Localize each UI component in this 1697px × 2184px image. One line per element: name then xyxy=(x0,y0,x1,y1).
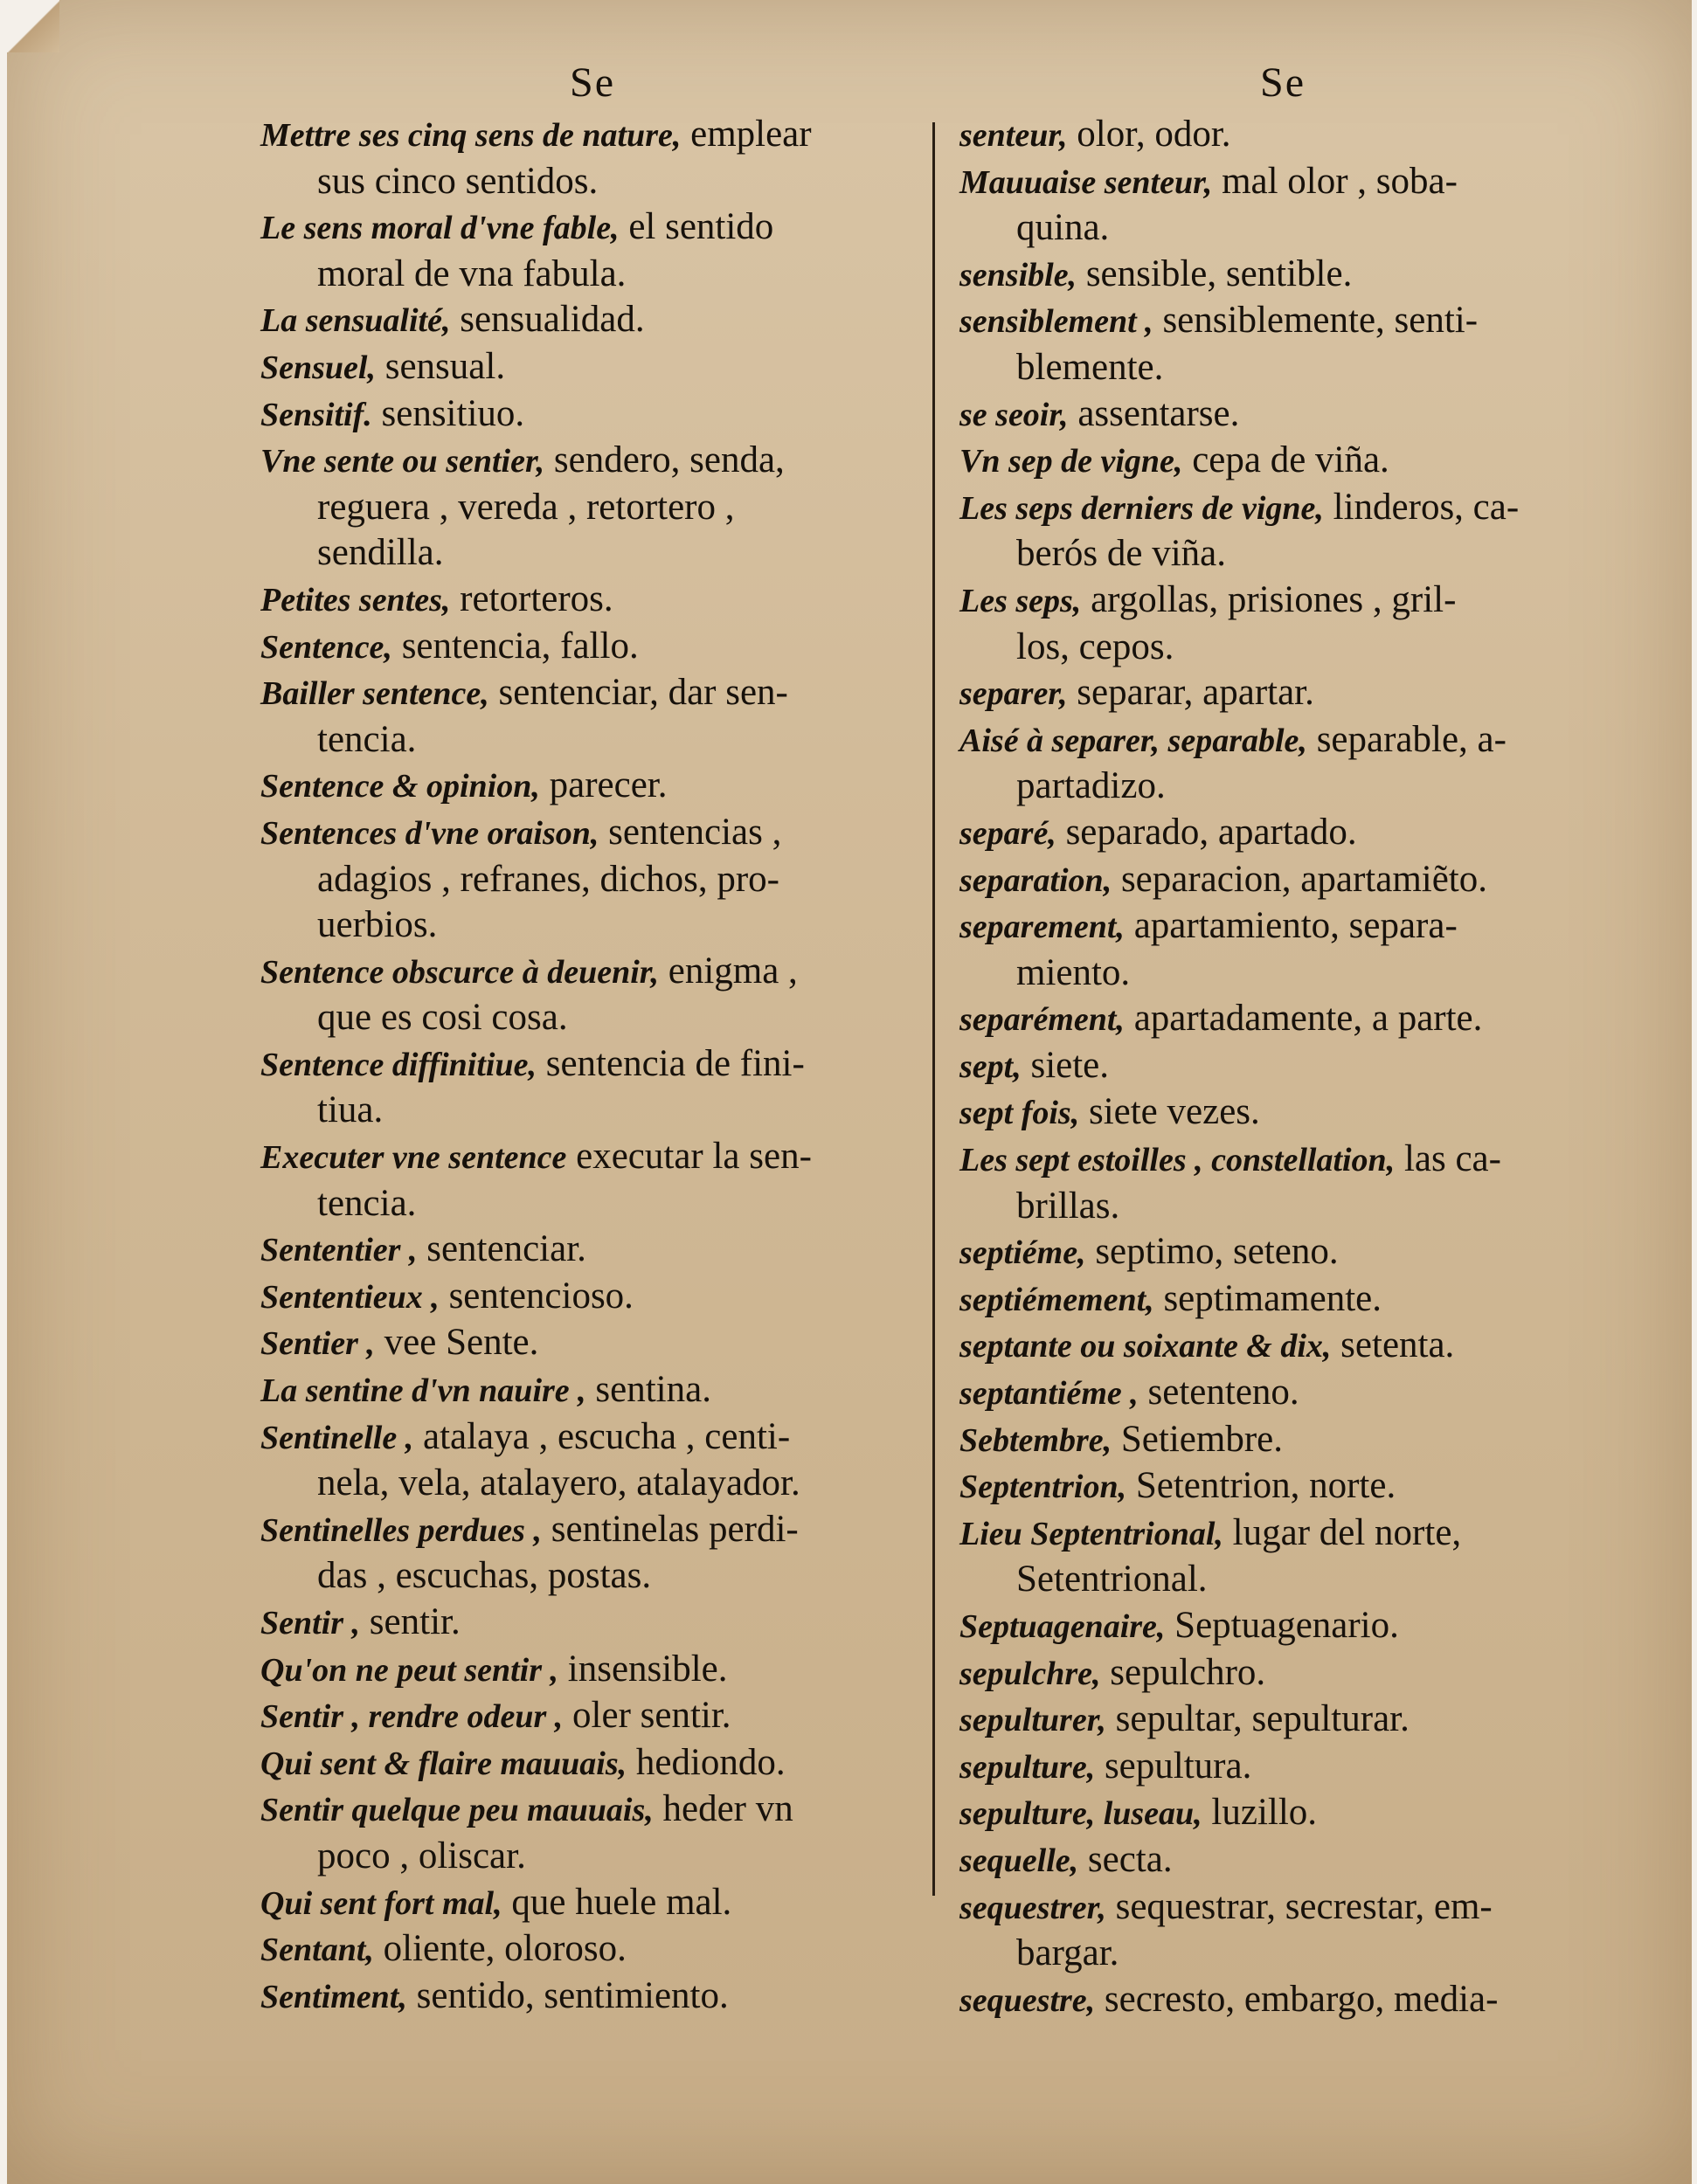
entry-headword: Les sept estoilles , constellation, xyxy=(959,1142,1396,1179)
entry-continuation: sendilla. xyxy=(317,532,444,574)
entry-headword: Sentir , rendre odeur , xyxy=(260,1698,564,1736)
entry-headword: Sententier , xyxy=(260,1232,418,1269)
entry-headword: Sentier , xyxy=(260,1325,375,1363)
dictionary-entry xyxy=(260,1134,925,1227)
entry-translation: Septuagenario. xyxy=(1165,1605,1399,1646)
left-entries xyxy=(260,112,925,2020)
entry-continuation: tiua. xyxy=(317,1089,384,1131)
dictionary-entry xyxy=(260,112,925,204)
entry-translation: mal olor , soba- xyxy=(1212,160,1458,202)
entry-headword: Sentence diffinitiue, xyxy=(260,1046,537,1083)
entry-headword: Qu'on ne peut sentir , xyxy=(260,1651,559,1689)
entry-translation: separado, apartado. xyxy=(1056,811,1357,853)
entry-translation: linderos, ca- xyxy=(1323,486,1520,528)
dictionary-entry xyxy=(260,763,925,810)
entry-headword: Sensuel, xyxy=(260,349,376,386)
entry-translation: septimo, seteno. xyxy=(1085,1231,1339,1273)
entry-headword: sequelle, xyxy=(959,1842,1079,1879)
dictionary-entry xyxy=(959,159,1606,252)
entry-headword: Petites sentes, xyxy=(260,581,451,619)
entry-translation: septimamente. xyxy=(1153,1277,1382,1319)
dictionary-entry xyxy=(959,112,1606,159)
entry-continuation: miento. xyxy=(1016,951,1131,993)
dictionary-entry xyxy=(260,810,925,949)
dictionary-entry xyxy=(260,1926,925,1973)
dictionary-entry xyxy=(959,1744,1606,1791)
entry-translation: sensualidad. xyxy=(450,299,645,341)
dictionary-entry xyxy=(260,1367,925,1414)
entry-translation: secta. xyxy=(1078,1838,1173,1880)
entry-headword: Lieu Septentrional, xyxy=(959,1515,1223,1552)
entry-translation: Setentrion, norte. xyxy=(1126,1465,1396,1507)
entry-translation: emplear xyxy=(681,114,812,155)
dictionary-entry xyxy=(260,297,925,344)
entry-continuation: adagios , refranes, dichos, pro- xyxy=(317,858,779,900)
entry-translation: sepultar, sepulturar. xyxy=(1105,1698,1410,1740)
dictionary-entry xyxy=(260,1880,925,1927)
dictionary-entry xyxy=(959,1089,1606,1137)
dictionary-entry xyxy=(959,1229,1606,1276)
entry-translation: atalaya , escucha , centi- xyxy=(413,1415,791,1457)
dictionary-entry xyxy=(959,1603,1606,1650)
dictionary-entry xyxy=(260,1414,925,1507)
entry-continuation: brillas. xyxy=(1016,1185,1120,1227)
entry-headword: Le sens moral d'vne fable, xyxy=(260,210,620,247)
entry-continuation: quina. xyxy=(1016,207,1110,249)
column-divider xyxy=(932,122,935,1896)
entry-headword: sepulturer, xyxy=(959,1702,1106,1739)
entry-headword: separer, xyxy=(959,675,1068,713)
dictionary-entry xyxy=(260,1693,925,1740)
dictionary-entry xyxy=(260,391,925,439)
entry-continuation: moral de vna fabula. xyxy=(317,252,627,294)
dictionary-entry xyxy=(260,670,925,763)
entry-headword: Sentence obscurce à deuenir, xyxy=(260,953,659,991)
dictionary-entry xyxy=(260,1507,925,1600)
entry-headword: septante ou soixante & dix, xyxy=(959,1328,1332,1365)
entry-headword: sept, xyxy=(959,1047,1022,1085)
entry-translation: sensual. xyxy=(375,345,506,387)
entry-headword: Les seps, xyxy=(959,582,1082,619)
entry-continuation: que es cosi cosa. xyxy=(317,997,568,1039)
right-column xyxy=(959,52,1606,2023)
dictionary-entry xyxy=(959,1650,1606,1697)
dictionary-entry xyxy=(959,252,1606,299)
entry-headword: Sentinelle , xyxy=(260,1419,414,1456)
dictionary-entry xyxy=(959,1837,1606,1884)
entry-translation: retorteros. xyxy=(450,577,613,619)
entry-translation: sentina. xyxy=(585,1369,711,1411)
entry-translation: sensiblemente, senti- xyxy=(1153,300,1479,342)
entry-headword: Vn sep de vigne, xyxy=(959,443,1183,480)
entry-translation: sepultura. xyxy=(1095,1745,1252,1787)
entry-headword: septiémement, xyxy=(959,1281,1154,1318)
entry-headword: Septentrion, xyxy=(959,1469,1127,1506)
entry-translation: que huele mal. xyxy=(502,1881,732,1923)
entry-headword: separément, xyxy=(959,1001,1125,1039)
entry-headword: sepulture, luseau, xyxy=(959,1795,1202,1833)
left-column-header: Se xyxy=(570,59,615,106)
dictionary-entry xyxy=(260,344,925,391)
dictionary-entry xyxy=(260,1600,925,1647)
dictionary-entry xyxy=(959,1977,1606,2024)
entry-translation: sentencioso. xyxy=(439,1275,634,1317)
entry-translation: hediondo. xyxy=(627,1741,786,1783)
dictionary-entry xyxy=(959,1463,1606,1510)
entry-translation: sentenciar, dar sen- xyxy=(488,672,788,714)
dictionary-entry xyxy=(959,1043,1606,1090)
entry-translation: sentencias , xyxy=(599,811,782,853)
entry-headword: sept fois, xyxy=(959,1095,1080,1132)
entry-headword: Mauuaise senteur, xyxy=(959,163,1213,201)
dictionary-entry xyxy=(959,298,1606,390)
dictionary-entry xyxy=(959,577,1606,670)
entry-headword: septiéme, xyxy=(959,1234,1086,1272)
entry-translation: lugar del norte, xyxy=(1223,1511,1462,1553)
entry-translation: el sentido xyxy=(619,206,774,248)
dictionary-entry xyxy=(260,949,925,1041)
entry-headword: separé, xyxy=(959,814,1056,852)
dictionary-entry xyxy=(959,485,1606,577)
entry-headword: Sentiment, xyxy=(260,1978,407,2015)
dictionary-entry xyxy=(260,1740,925,1787)
entry-translation: oliente, oloroso. xyxy=(373,1928,627,1970)
entry-translation: separar, apartar. xyxy=(1067,672,1314,714)
entry-continuation: uerbios. xyxy=(317,904,438,946)
entry-translation: setenteno. xyxy=(1138,1372,1299,1413)
entry-headword: senteur, xyxy=(959,117,1068,154)
entry-translation: separable, a- xyxy=(1306,718,1507,760)
dictionary-entry xyxy=(959,857,1606,904)
dictionary-entry xyxy=(260,1227,925,1274)
entry-headword: Qui sent fort mal, xyxy=(260,1884,502,1922)
entry-translation: secresto, embargo, media- xyxy=(1095,1978,1499,2020)
right-entries xyxy=(959,112,1606,2023)
entry-translation: sendero, senda, xyxy=(544,439,785,481)
entry-headword: separation, xyxy=(959,861,1112,899)
dictionary-entry xyxy=(260,577,925,624)
entry-headword: Sententieux , xyxy=(260,1278,440,1316)
entry-headword: se seoir, xyxy=(959,396,1069,433)
entry-translation: sentinelas perdi- xyxy=(541,1508,799,1550)
entry-continuation: los, cepos. xyxy=(1016,625,1174,667)
dictionary-entry xyxy=(260,1041,925,1134)
right-column-header: Se xyxy=(1260,59,1306,106)
entry-translation: insensible. xyxy=(558,1648,728,1690)
entry-headword: septantiéme , xyxy=(959,1375,1139,1413)
entry-headword: La sentine d'vn nauire , xyxy=(260,1372,586,1410)
entry-translation: las ca- xyxy=(1395,1138,1501,1180)
entry-translation: sentir. xyxy=(360,1601,461,1642)
entry-continuation: nela, vela, atalayero, atalayador. xyxy=(317,1462,800,1504)
entry-translation: cepa de viña. xyxy=(1182,439,1389,481)
entry-headword: Sentence, xyxy=(260,628,392,666)
entry-translation: setenta. xyxy=(1331,1324,1455,1366)
entry-translation: sentido, sentimiento. xyxy=(406,1974,729,2016)
dictionary-entry xyxy=(959,670,1606,717)
dictionary-entry xyxy=(959,1510,1606,1603)
entry-headword: sequestre, xyxy=(959,1981,1096,2019)
entry-translation: heder vn xyxy=(653,1788,793,1830)
dictionary-entry xyxy=(959,1417,1606,1464)
book-page xyxy=(7,0,1692,2184)
entry-continuation: partadizo. xyxy=(1016,765,1166,807)
entry-translation: enigma , xyxy=(658,950,798,992)
entry-translation: sepulchro. xyxy=(1100,1651,1266,1693)
entry-translation: apartadamente, a parte. xyxy=(1124,998,1483,1040)
dictionary-entry xyxy=(959,810,1606,857)
entry-continuation: Setentrional. xyxy=(1016,1559,1208,1600)
entry-headword: separement, xyxy=(959,909,1125,946)
dictionary-entry xyxy=(260,1647,925,1694)
entry-headword: Sentant, xyxy=(260,1932,374,1969)
entry-continuation: blemente. xyxy=(1016,346,1164,388)
entry-headword: sepulture, xyxy=(959,1748,1096,1786)
dictionary-entry xyxy=(959,717,1606,810)
dictionary-entry xyxy=(959,438,1606,485)
entry-continuation: tencia. xyxy=(317,718,417,760)
dictionary-entry xyxy=(260,1274,925,1321)
entry-headword: sepulchre, xyxy=(959,1655,1101,1692)
entry-translation: sensitiuo. xyxy=(371,392,525,434)
entry-continuation: bargar. xyxy=(1016,1932,1119,1974)
entry-headword: Aisé à separer, separable, xyxy=(959,722,1307,759)
entry-continuation: reguera , vereda , retortero , xyxy=(317,486,735,528)
dictionary-entry xyxy=(959,1884,1606,1977)
left-column xyxy=(260,52,925,2020)
entry-headword: Sentinelles perdues , xyxy=(260,1511,542,1549)
entry-translation: parecer. xyxy=(539,764,668,806)
entry-translation: separacion, apartamiẽto. xyxy=(1112,858,1487,900)
entry-translation: sensible, sentible. xyxy=(1077,252,1353,294)
entry-translation: vee Sente. xyxy=(374,1322,539,1364)
dictionary-entry xyxy=(260,1973,925,2021)
entry-headword: Executer vne sentence xyxy=(260,1139,567,1177)
entry-headword: Mettre ses cinq sens de nature, xyxy=(260,117,682,154)
dictionary-entry xyxy=(959,1137,1606,1229)
dictionary-entry xyxy=(260,1787,925,1879)
dictionary-entry xyxy=(959,1323,1606,1370)
entry-translation: olor, odor. xyxy=(1067,114,1231,155)
dictionary-entry xyxy=(260,624,925,671)
entry-headword: Sebtembre, xyxy=(959,1421,1112,1459)
dictionary-entry xyxy=(959,1790,1606,1837)
dictionary-entry xyxy=(959,1697,1606,1744)
folded-corner xyxy=(7,0,59,52)
entry-headword: sensible, xyxy=(959,256,1077,294)
dictionary-entry xyxy=(959,903,1606,996)
entry-translation: argollas, prisiones , gril- xyxy=(1081,578,1457,620)
entry-continuation: sus cinco sentidos. xyxy=(317,160,599,202)
entry-translation: sentencia, fallo. xyxy=(391,625,639,667)
entry-headword: Vne sente ou sentier, xyxy=(260,443,545,480)
entry-headword: Bailler sentence, xyxy=(260,675,489,713)
entry-translation: sentenciar. xyxy=(417,1228,586,1270)
entry-continuation: tencia. xyxy=(317,1182,417,1224)
entry-headword: Sensitif. xyxy=(260,396,372,433)
dictionary-entry xyxy=(959,996,1606,1043)
entry-translation: siete. xyxy=(1021,1044,1110,1086)
entry-continuation: poco , oliscar. xyxy=(317,1835,526,1876)
dictionary-entry xyxy=(959,1276,1606,1324)
entry-headword: Sentir , xyxy=(260,1605,361,1641)
entry-translation: apartamiento, separa- xyxy=(1124,905,1458,947)
entry-translation: assentarse. xyxy=(1068,392,1240,434)
dictionary-entry xyxy=(959,1370,1606,1417)
entry-headword: La sensualité, xyxy=(260,302,451,340)
entry-continuation: berós de viña. xyxy=(1016,533,1227,575)
dictionary-entry xyxy=(260,1320,925,1367)
entry-headword: Sentences d'vne oraison, xyxy=(260,814,599,852)
entry-headword: Les seps derniers de vigne, xyxy=(959,489,1324,527)
dictionary-entry xyxy=(260,204,925,297)
entry-translation: executar la sen- xyxy=(566,1136,812,1178)
entry-headword: Sentence & opinion, xyxy=(260,768,540,805)
entry-headword: sensiblement , xyxy=(959,303,1153,341)
entry-translation: siete vezes. xyxy=(1079,1091,1260,1133)
entry-continuation: das , escuchas, postas. xyxy=(317,1555,652,1597)
entry-translation: sentencia de fini- xyxy=(536,1042,805,1084)
dictionary-entry xyxy=(260,438,925,577)
dictionary-entry xyxy=(959,391,1606,439)
entry-headword: Sentir quelque peu mauuais, xyxy=(260,1792,654,1829)
entry-translation: Setiembre. xyxy=(1112,1418,1283,1460)
entry-headword: sequestrer, xyxy=(959,1889,1106,1926)
entry-translation: oler sentir. xyxy=(563,1695,731,1737)
entry-translation: sequestrar, secrestar, em- xyxy=(1105,1885,1493,1927)
entry-translation: luzillo. xyxy=(1202,1792,1318,1834)
entry-headword: Septuagenaire, xyxy=(959,1608,1166,1645)
entry-headword: Qui sent & flaire mauuais, xyxy=(260,1745,627,1782)
